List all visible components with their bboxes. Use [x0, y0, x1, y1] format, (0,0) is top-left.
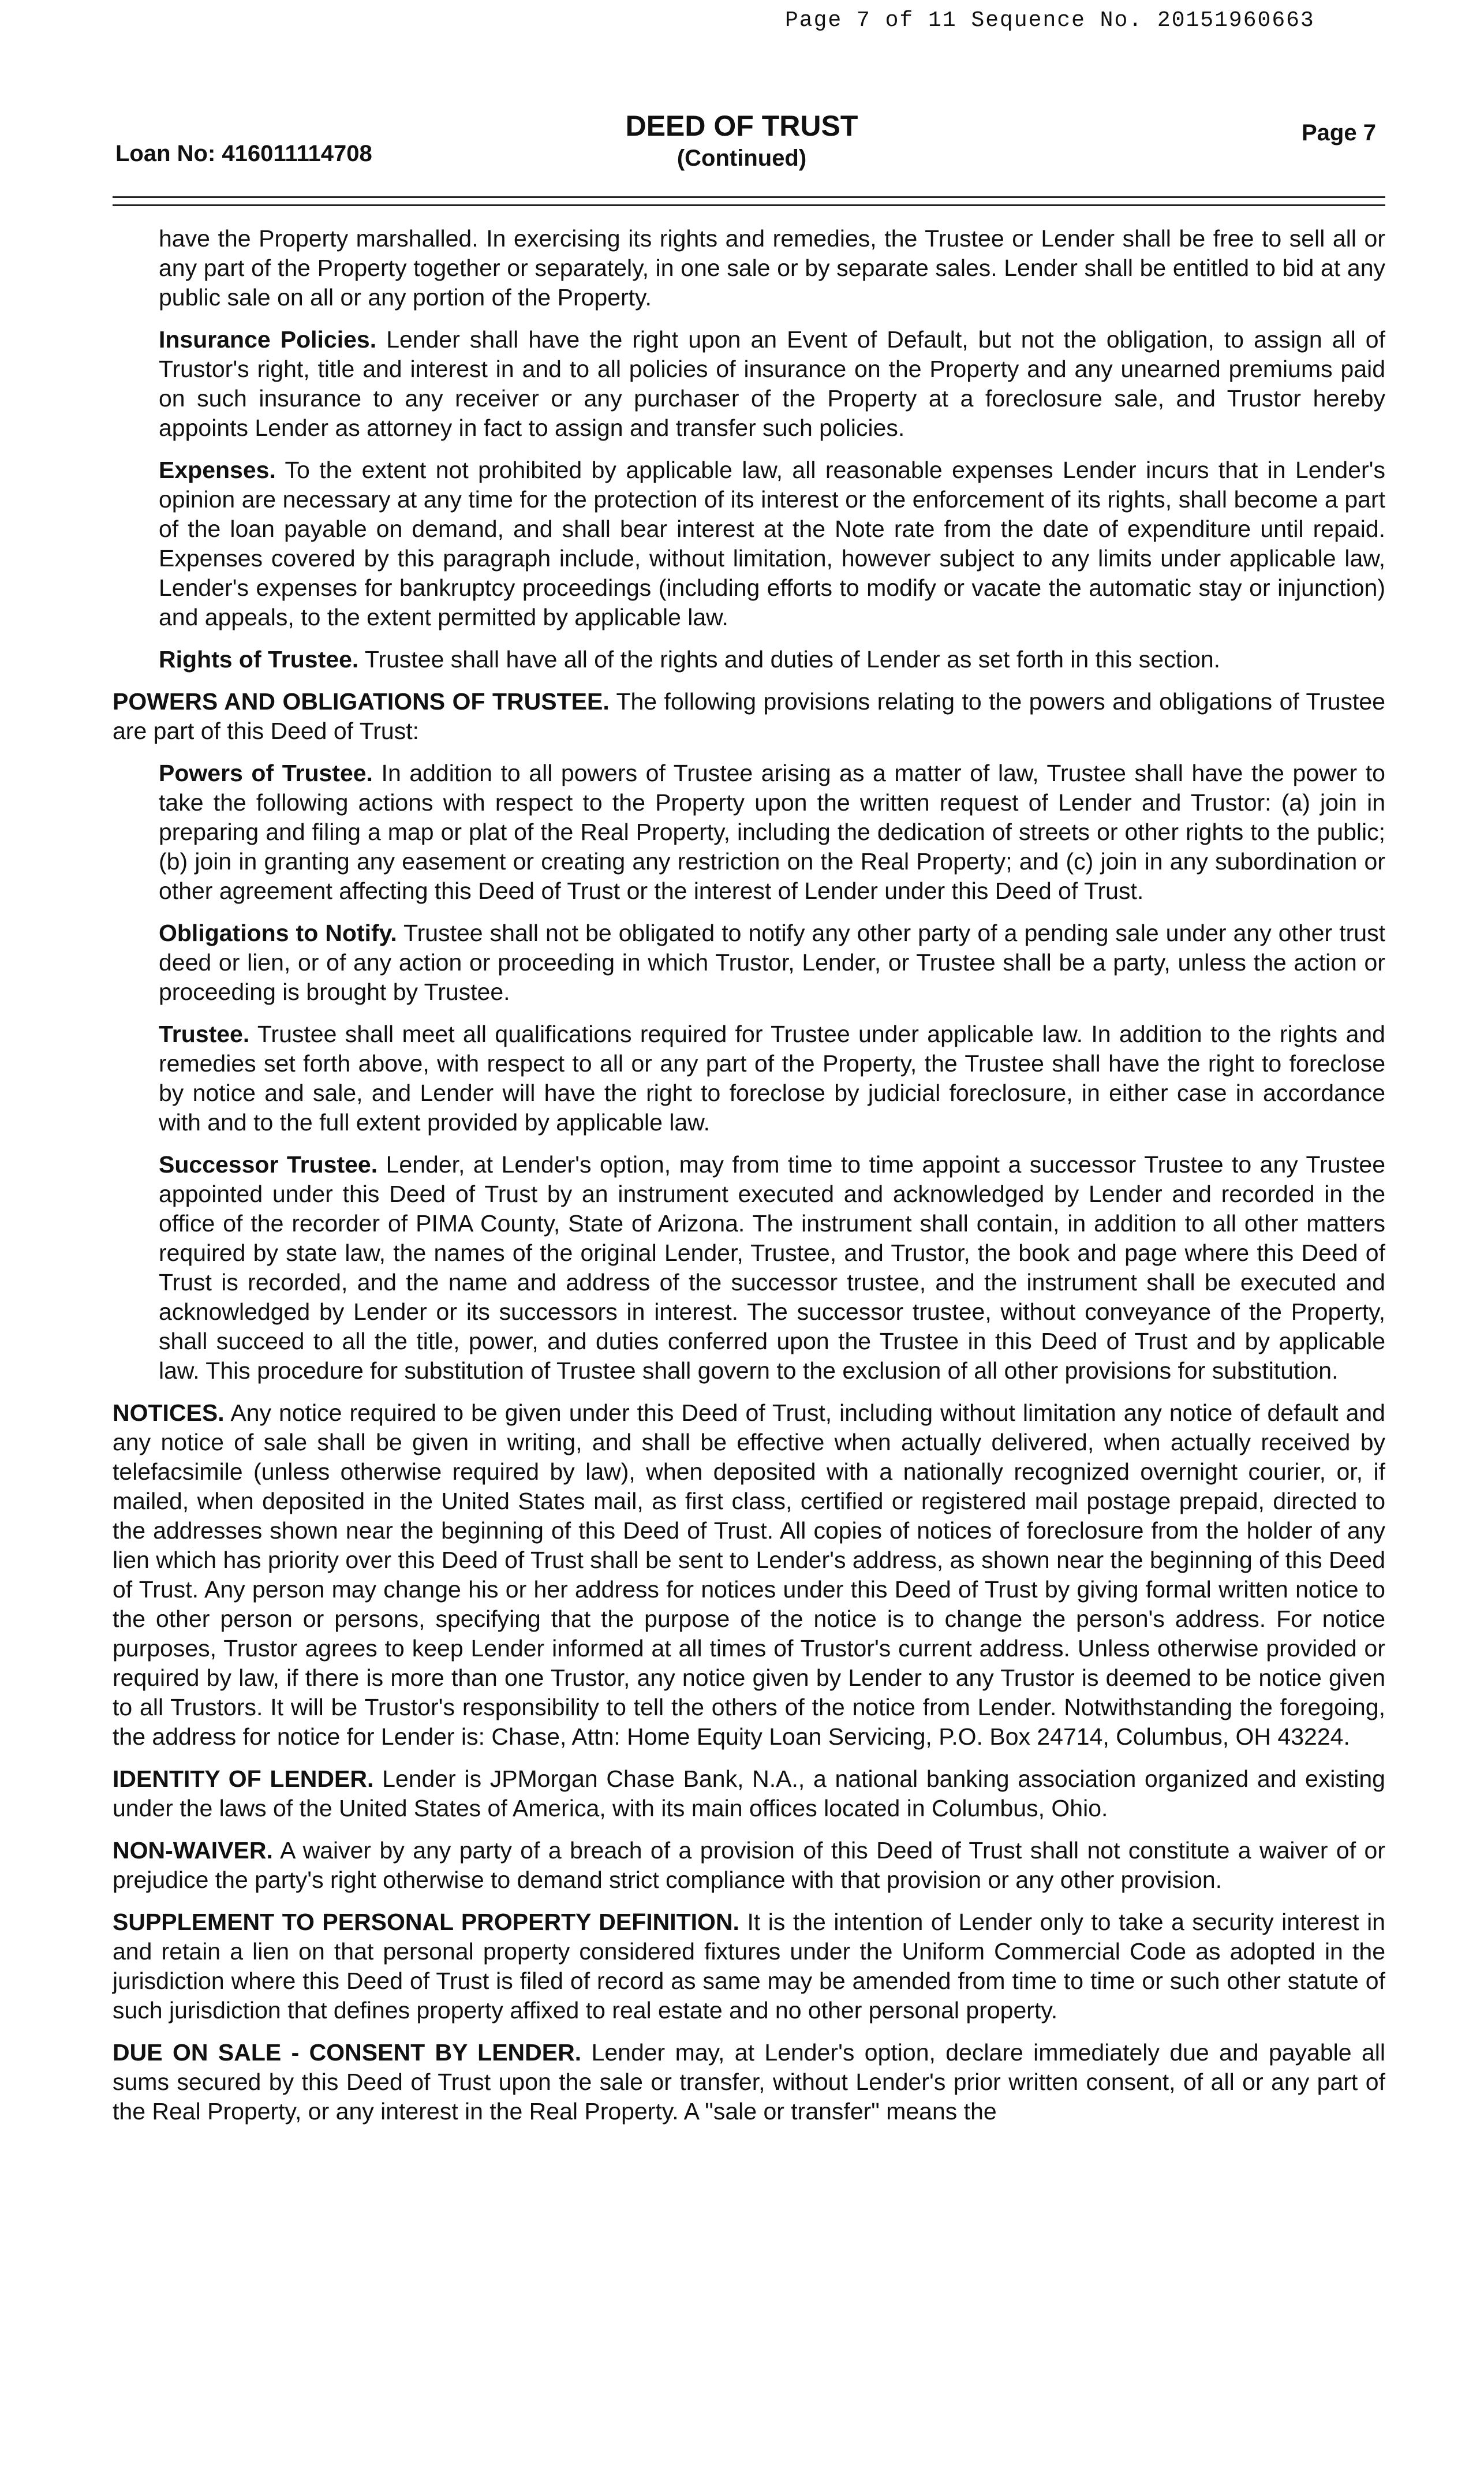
section-text: Lender is JPMorgan Chase Bank, N.A., a national banking association organized and existing under the laws of the United States of America, with its main offices located in Columbus, Ohio. [113, 1765, 1385, 1821]
paragraph-heading: Rights of Trustee. [159, 646, 359, 673]
document-body [113, 224, 1385, 2139]
paragraph-heading: Trustee. [159, 1021, 250, 1047]
section-heading: POWERS AND OBLIGATIONS OF TRUSTEE. [113, 688, 610, 715]
paragraph-expenses [159, 456, 1385, 632]
section-text: It is the intention of Lender only to take a security interest in and retain a lien on that personal property considered fixtures under the Uniform Commercial Code as adopted in the jurisdiction where this Deed of Trust is filed of record as same may be amended from time to time or such other statute of such jurisdiction that defines property affixed to real estate and no other personal property. [113, 1909, 1385, 2024]
section-notices [113, 1398, 1385, 1752]
paragraph-insurance-policies [159, 325, 1385, 443]
section-heading: DUE ON SALE - CONSENT BY LENDER. [113, 2039, 582, 2066]
paragraph-heading: Expenses. [159, 457, 276, 483]
section-heading: NOTICES. [113, 1399, 225, 1426]
section-identity-of-lender [113, 1764, 1385, 1823]
section-powers-and-obligations [113, 687, 1385, 746]
paragraph-trustee [159, 1020, 1385, 1137]
section-heading: SUPPLEMENT TO PERSONAL PROPERTY DEFINITION. [113, 1909, 739, 1935]
section-heading: NON-WAIVER. [113, 1837, 273, 1864]
header-divider-top [113, 196, 1385, 198]
paragraph-marshalled [159, 224, 1385, 312]
section-non-waiver [113, 1836, 1385, 1895]
document-title-block [577, 109, 906, 173]
document-title: DEED OF TRUST [625, 110, 858, 142]
paragraph-successor-trustee [159, 1150, 1385, 1386]
paragraph-text: Trustee shall not be obligated to notify any other party of a pending sale under any other trust deed or lien, or of any action or proceeding in which Trustor, Lender, or Trustee shall be a party, unless the action or proceeding is brought by Trustee. [159, 920, 1385, 1005]
paragraph-heading: Successor Trustee. [159, 1151, 378, 1178]
paragraph-text: Lender, at Lender's option, may from time to time appoint a successor Trustee to any Trustee appointed under this Deed of Trust by an instrument executed and acknowledged by Lender and recorded in the office of the recorder of PIMA County, State of Arizona. The instrument shall contain, in addition to all other matters required by state law, the names of the original Lender, Trustee, and Trustor, the book and page where this Deed of Trust is recorded, and the name and address of the successor trustee, and the instrument shall be executed and acknowledged by Lender or its successors in interest. The successor trustee, without conveyance of the Property, shall succeed to all the title, power, and duties conferred upon the Trustee in this Deed of Trust and by applicable law. This procedure for substitution of Trustee shall govern to the exclusion of all other provisions for substitution. [159, 1151, 1385, 1384]
sequence-number: Page 7 of 11 Sequence No. 20151960663 [785, 8, 1315, 33]
document-subtitle: (Continued) [676, 145, 807, 171]
section-text: The following provisions relating to the powers and obligations of Trustee are part of this Deed of Trust: [113, 688, 1385, 744]
section-text: Lender may, at Lender's option, declare immediately due and payable all sums secured by this Deed of Trust upon the sale or transfer, without Lender's prior written consent, of all or any part of the Real Property, or any interest in the Real Property. A "sale or transfer" means the [113, 2039, 1385, 2125]
section-supplement-personal-property [113, 1907, 1385, 2025]
paragraph-text: have the Property marshalled. In exercising its rights and remedies, the Trustee or Lender shall be free to sell all or any part of the Property together or separately, in one sale or by separate sales. Lender shall be entitled to bid at any public sale on all or any portion of the Property. [159, 225, 1385, 311]
paragraph-text: Trustee shall meet all qualifications required for Trustee under applicable law. In addition to the rights and remedies set forth above, with respect to all or any part of the Property, the Trustee shall have the right to foreclose by notice and sale, and Lender will have the right to foreclose by judicial foreclosure, in either case in accordance with and to the full extent provided by applicable law. [159, 1021, 1385, 1136]
section-text: A waiver by any party of a breach of a provision of this Deed of Trust shall not constitute a waiver of or prejudice the party's right otherwise to demand strict compliance with that provision or any other provision. [113, 1837, 1385, 1893]
paragraph-text: Trustee shall have all of the rights and duties of Lender as set forth in this section. [364, 646, 1221, 673]
section-due-on-sale [113, 2038, 1385, 2126]
paragraph-rights-of-trustee [159, 645, 1385, 674]
paragraph-heading: Insurance Policies. [159, 326, 377, 353]
paragraph-heading: Powers of Trustee. [159, 760, 373, 786]
paragraph-text: Lender shall have the right upon an Event of Default, but not the obligation, to assign all of Trustor's right, title and interest in and to all policies of insurance on the Property and any unearned premiums paid on such insurance to any receiver or any purchaser of the Property at a foreclosure sale, and Trustor hereby appoints Lender as attorney in fact to assign and transfer such policies. [159, 326, 1385, 441]
header-divider-bottom [113, 204, 1385, 206]
section-text: Any notice required to be given under this Deed of Trust, including without limitation any notice of default and any notice of sale shall be given in writing, and shall be effective when actually delivered, when actually received by telefacsimile (unless otherwise required by law), when deposited with a nationally recognized overnight courier, or, if mailed, when deposited in the United States mail, as first class, certified or registered mail postage prepaid, directed to the addresses shown near the beginning of this Deed of Trust. All copies of notices of foreclosure from the holder of any lien which has priority over this Deed of Trust shall be sent to Lender's address, as shown near the beginning of this Deed of Trust. Any person may change his or her address for notices under this Deed of Trust by giving formal written notice to the other person or persons, specifying that the purpose of the notice is to change the person's address. For notice purposes, Trustor agrees to keep Lender informed at all times of Trustor's current address. Unless otherwise provided or required by law, if there is more than one Trustor, any notice given by Lender to any Trustor is deemed to be notice given to all Trustors. It will be Trustor's responsibility to tell the others of the notice from Lender. Notwithstanding the foregoing, the address for notice for Lender is: Chase, Attn: Home Equity Loan Servicing, P.O. Box 24714, Columbus, OH 43224. [113, 1399, 1385, 1750]
paragraph-text: In addition to all powers of Trustee arising as a matter of law, Trustee shall have the power to take the following actions with respect to the Property upon the written request of Lender and Trustor: (a) join in preparing and filing a map or plat of the Real Property, including the dedication of streets or other rights to the public; (b) join in granting any easement or creating any restriction on the Real Property; and (c) join in any subordination or other agreement affecting this Deed of Trust or the interest of Lender under this Deed of Trust. [159, 760, 1385, 904]
paragraph-obligations-to-notify [159, 919, 1385, 1007]
paragraph-text: To the extent not prohibited by applicable law, all reasonable expenses Lender incurs that in Lender's opinion are necessary at any time for the protection of its interest or the enforcement of its rights, shall become a part of the loan payable on demand, and shall bear interest at the Note rate from the date of expenditure until repaid. Expenses covered by this paragraph include, without limitation, however subject to any limits under applicable law, Lender's expenses for bankruptcy proceedings (including efforts to modify or vacate the automatic stay or injunction) and appeals, to the extent permitted by applicable law. [159, 457, 1385, 630]
page-number: Page 7 [1302, 120, 1376, 145]
paragraph-powers-of-trustee [159, 759, 1385, 906]
paragraph-heading: Obligations to Notify. [159, 920, 397, 946]
loan-number: Loan No: 416011114708 [115, 141, 372, 166]
section-heading: IDENTITY OF LENDER. [113, 1765, 374, 1792]
